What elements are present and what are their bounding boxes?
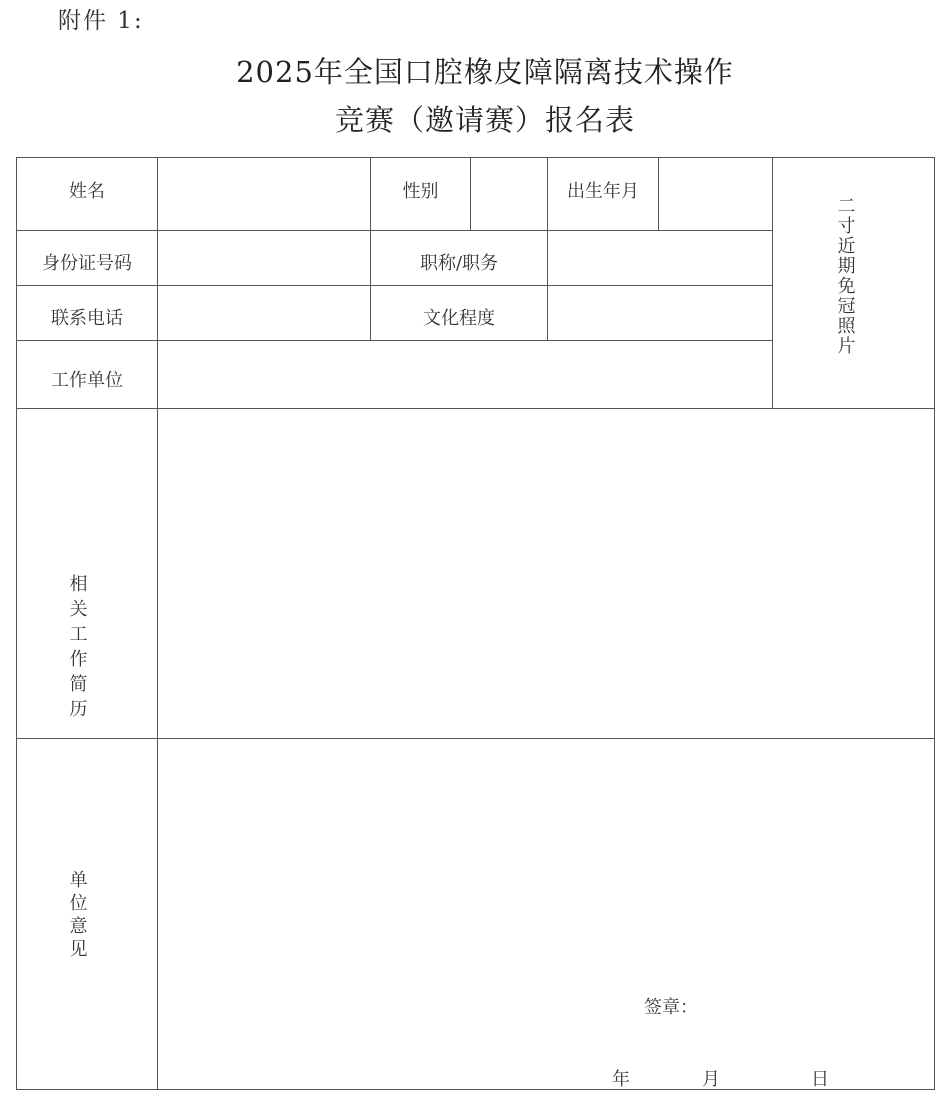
birth-date-field[interactable] [659, 158, 772, 230]
photo-label-text: 二寸近期免冠照片 [834, 196, 856, 356]
workplace-field[interactable] [158, 341, 772, 408]
form-title-line1: 2025年全国口腔橡皮障隔离技术操作 [236, 55, 734, 89]
resume-label [62, 574, 92, 724]
date-year-label: 年 [612, 1069, 630, 1090]
name-label: 姓名 [69, 181, 105, 202]
name-field[interactable] [158, 158, 370, 230]
table-border-bottom [16, 1089, 935, 1090]
phone-field[interactable] [158, 286, 370, 340]
opinion-label-text: 单位意见 [66, 870, 88, 962]
resume-field[interactable] [158, 409, 934, 738]
form-title-line2: 竞赛（邀请赛）报名表 [334, 103, 635, 137]
id-number-field[interactable] [158, 231, 370, 285]
title-position-label: 职称/职务 [419, 253, 499, 274]
opinion-label [62, 870, 92, 962]
resume-label-text: 相关工作简历 [66, 574, 88, 724]
gender-field[interactable] [471, 158, 547, 230]
attachment-label: 附件 1: [58, 8, 144, 34]
title-position-field[interactable] [548, 231, 772, 285]
workplace-label: 工作单位 [51, 370, 123, 391]
id-number-label: 身份证号码 [42, 253, 132, 274]
phone-label: 联系电话 [51, 308, 123, 329]
education-field[interactable] [548, 286, 772, 340]
date-month-label: 月 [702, 1069, 720, 1090]
gender-label: 性别 [402, 181, 439, 202]
table-border-right [934, 157, 935, 1090]
stamp-label: 签章： [644, 997, 698, 1018]
education-label: 文化程度 [423, 308, 495, 329]
birth-date-label: 出生年月 [567, 181, 639, 202]
photo-label [830, 196, 860, 356]
opinion-field[interactable] [158, 739, 934, 1089]
date-day-label: 日 [811, 1069, 829, 1090]
